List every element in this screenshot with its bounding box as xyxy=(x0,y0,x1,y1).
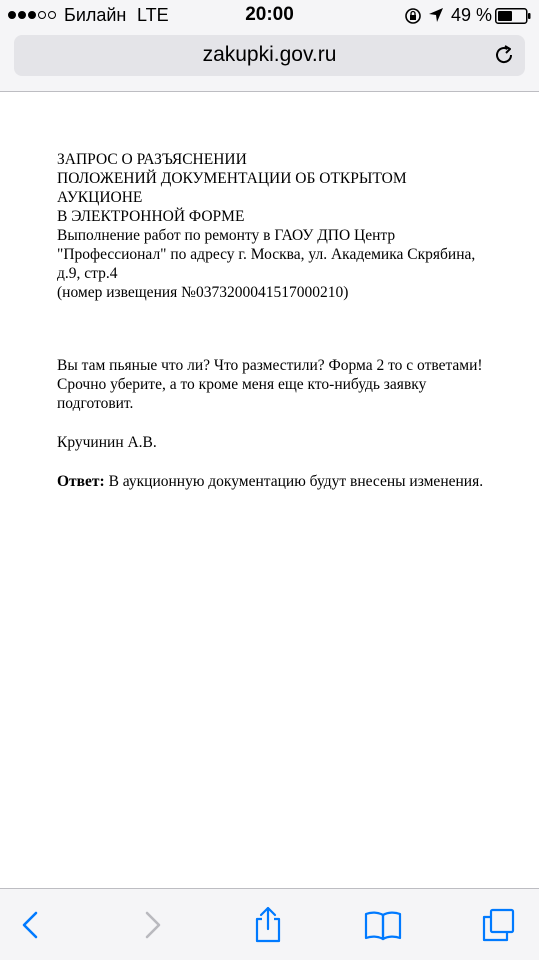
document-content xyxy=(57,150,500,491)
subject-line: Выполнение работ по ремонту в ГАОУ ДПО Центр xyxy=(57,227,396,244)
answer-label: Ответ: xyxy=(57,473,105,490)
question-author: Кручинин А.В. xyxy=(57,434,157,451)
request-title xyxy=(57,150,500,226)
status-bar xyxy=(0,0,539,30)
title-line: ЗАПРОС О РАЗЪЯСНЕНИИ xyxy=(57,151,247,168)
network-type: LTE xyxy=(137,5,169,25)
title-line: ПОЛОЖЕНИЙ ДОКУМЕНТАЦИИ ОБ ОТКРЫТОМ xyxy=(57,170,407,187)
subject-line: д.9, стр.4 xyxy=(57,265,118,282)
answer-text: В аукционную документацию будут внесены изменения. xyxy=(108,473,484,490)
share-icon[interactable] xyxy=(248,905,288,945)
browser-top-chrome xyxy=(0,0,539,92)
battery-percentage: 49 % xyxy=(451,5,493,25)
procurement-subject xyxy=(57,226,500,283)
url-text[interactable]: zakupki.gov.ru xyxy=(202,43,337,66)
location-arrow-icon xyxy=(428,7,444,23)
carrier-name: Билайн xyxy=(64,5,127,25)
chevron-right-icon[interactable] xyxy=(132,905,172,945)
address-bar[interactable] xyxy=(14,35,525,76)
notice-number: (номер извещения №0373200041517000210) xyxy=(57,284,349,301)
title-line: АУКЦИОНЕ xyxy=(57,189,143,206)
subject-line: "Профессионал" по адресу г. Москва, ул. Академика Скрябина, xyxy=(57,246,476,263)
title-line: В ЭЛЕКТРОННОЙ ФОРМЕ xyxy=(57,208,245,225)
question-text: Вы там пьяные что ли? Что разместили? Форма 2 то с ответами! Срочно уберите, а то кроме меня еще кто-нибудь заявку подготовит. xyxy=(57,357,483,412)
tabs-icon[interactable] xyxy=(478,905,518,945)
battery-icon xyxy=(495,8,531,24)
reload-icon[interactable] xyxy=(493,44,515,66)
answer-paragraph xyxy=(57,472,500,491)
browser-toolbar xyxy=(0,888,539,960)
chevron-left-icon[interactable] xyxy=(12,905,52,945)
rotation-lock-icon xyxy=(404,7,422,25)
book-icon[interactable] xyxy=(363,905,403,945)
status-time: 20:00 xyxy=(245,4,294,25)
